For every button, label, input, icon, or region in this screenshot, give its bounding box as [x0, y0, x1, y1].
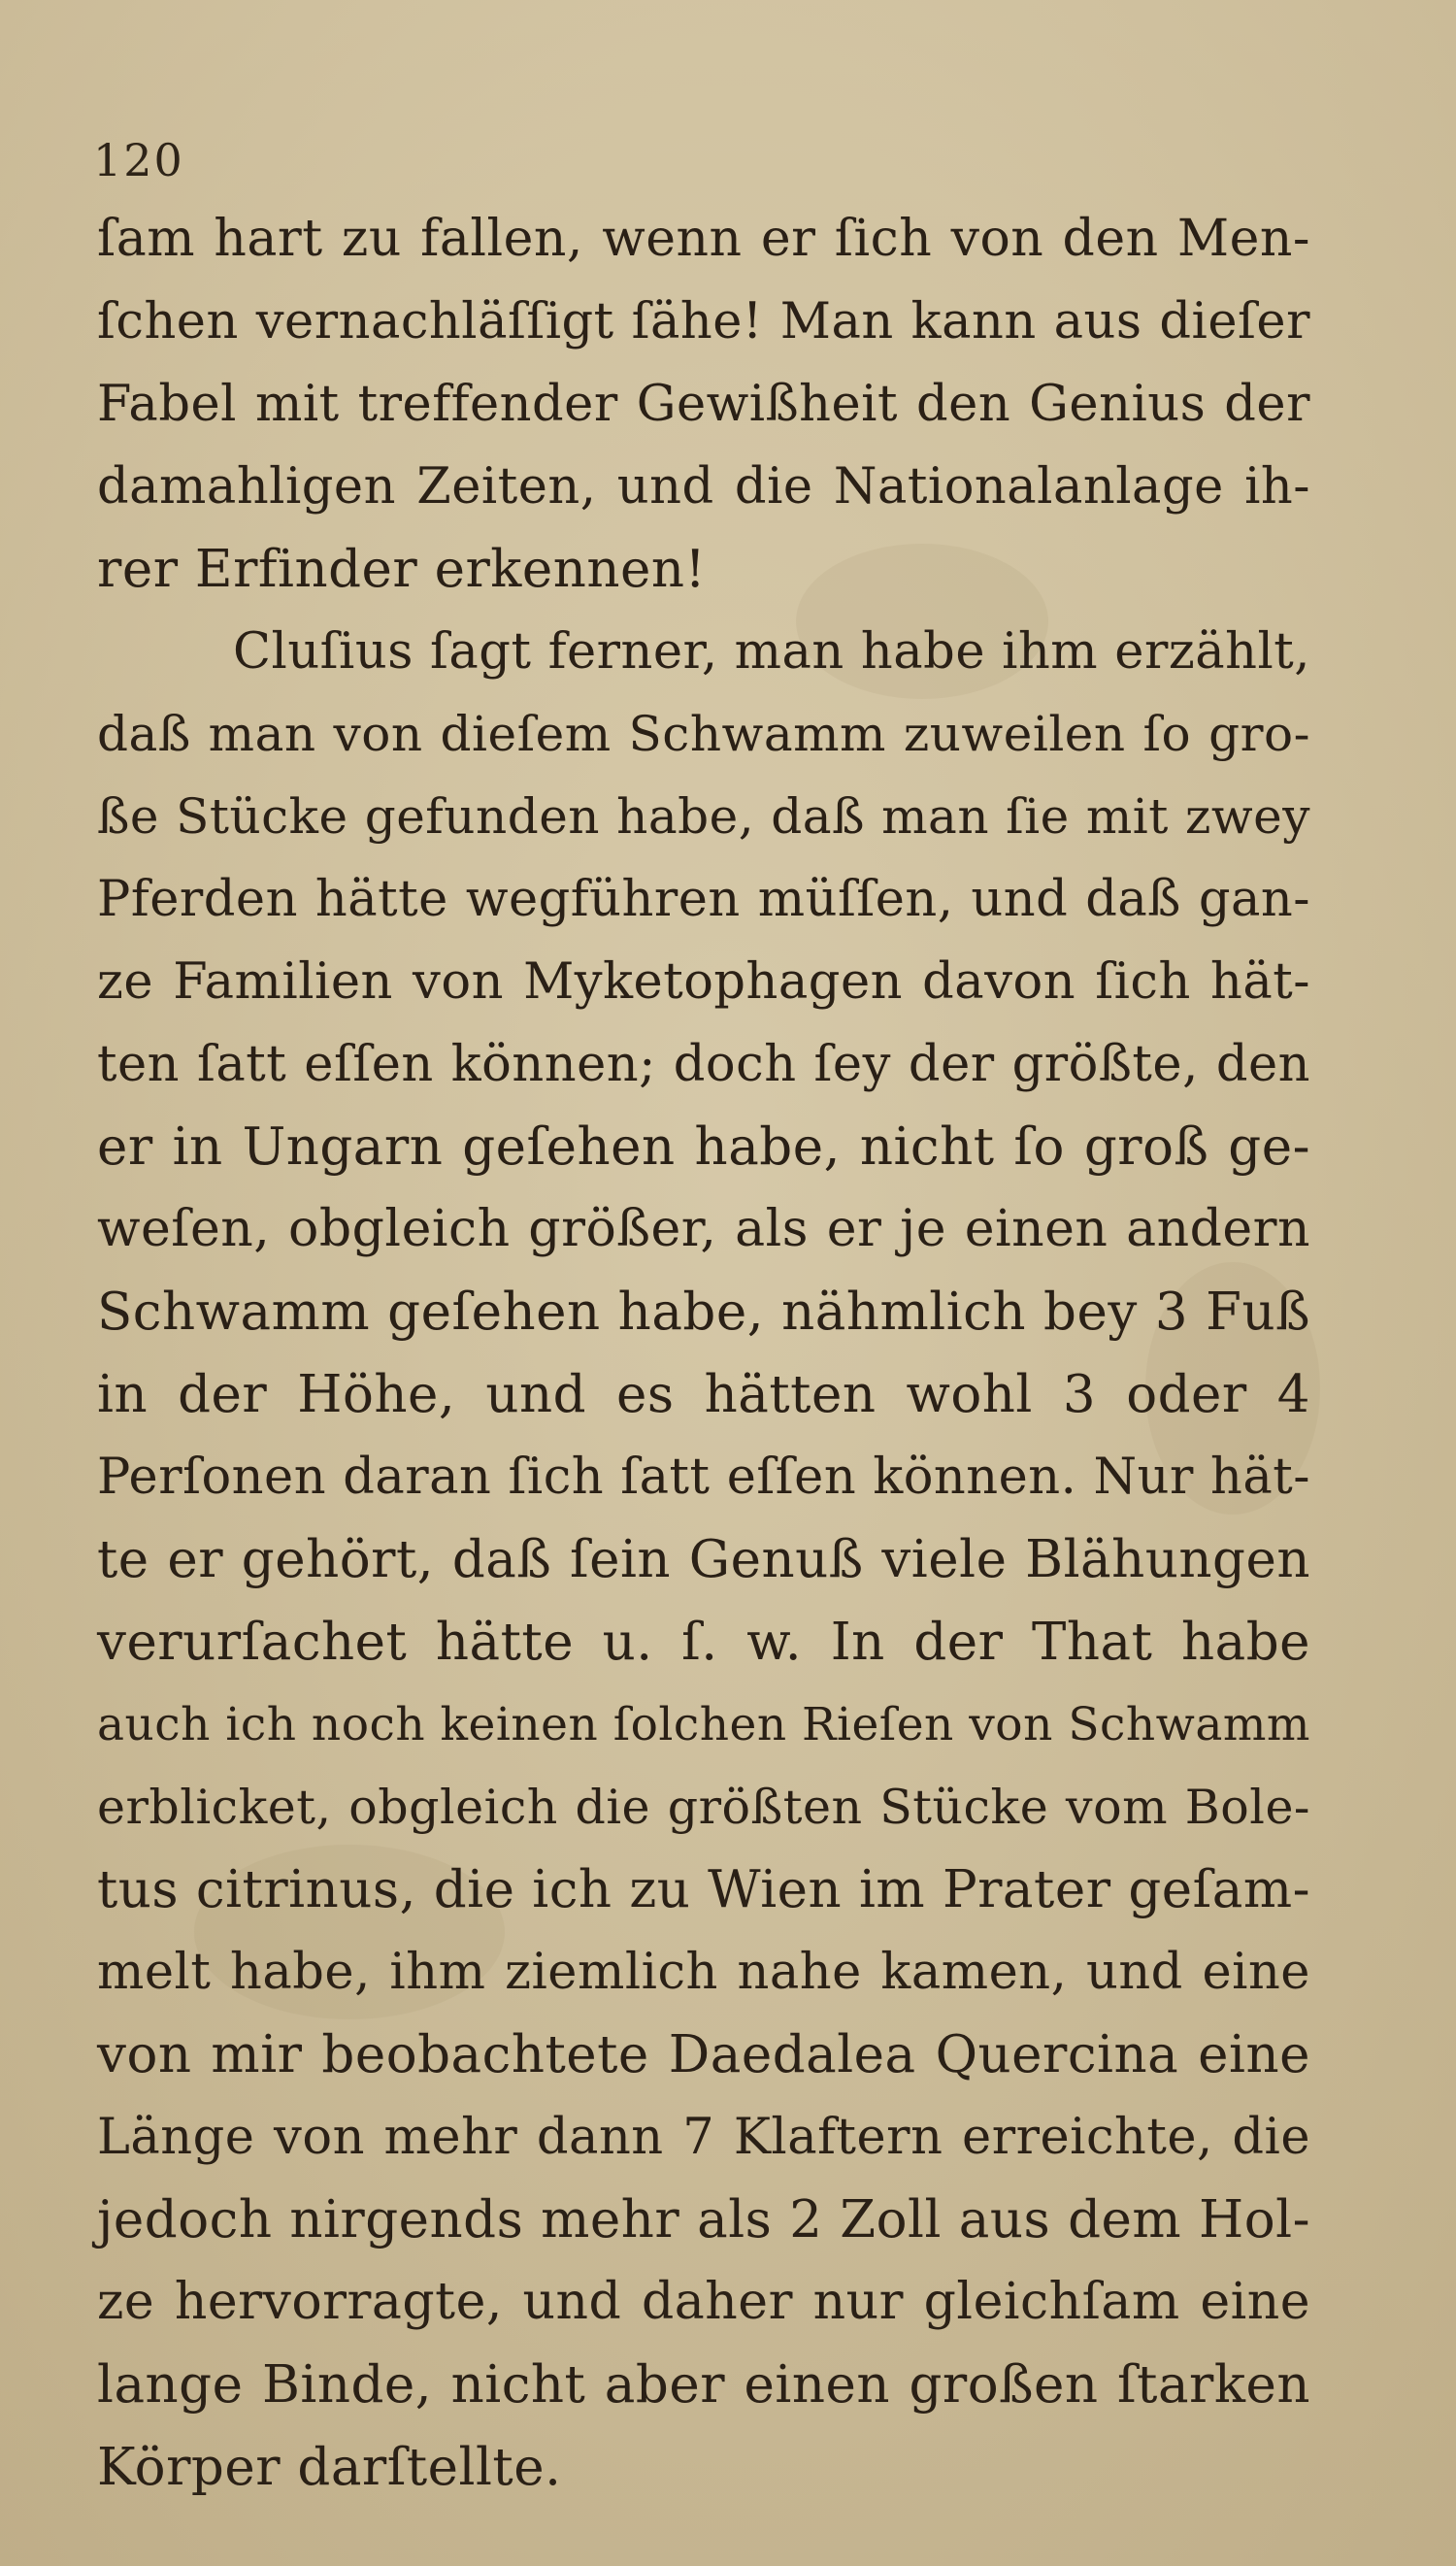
text-line: Länge von mehr dann 7 Klaftern erreichte, die [97, 2109, 1310, 2166]
text-line: er in Ungarn geſehen habe, nicht ſo groß ge- [97, 1117, 1310, 1177]
text-line: weſen, obgleich größer, als er je einen andern [97, 1200, 1310, 1258]
text-line: ſchen vernachläſſigt ſähe! Man kann aus dieſer [97, 293, 1310, 350]
text-line: Perſonen daran ſich ſatt eſſen können. Nur hät- [97, 1449, 1310, 1506]
text-line: von mir beobachtete Daedalea Quercina eine [97, 2025, 1310, 2084]
text-line: jedoch nirgends mehr als 2 Zoll aus dem Hol- [97, 2190, 1310, 2249]
text-line: erblicket, obgleich die größten Stücke vom Bole- [97, 1780, 1310, 1835]
page-number: 120 [93, 134, 184, 186]
text-line: tus citrinus, die ich zu Wien im Prater geſam- [97, 1860, 1310, 1919]
text-line: ze Familien von Myketophagen davon ſich hät- [97, 953, 1310, 1011]
text-line: ze hervorragte, und daher nur gleichſam eine [97, 2273, 1310, 2331]
body-text [97, 198, 1310, 2509]
text-line: ten ſatt eſſen können; doch ſey der größte, den [97, 1036, 1310, 1093]
text-line: auch ich noch keinen ſolchen Rieſen von Schwamm [97, 1698, 1310, 1751]
text-line: damahligen Zeiten, und die Nationalanlage ih- [97, 458, 1310, 516]
text-line: verurſachet hätte u. ſ. w. In der That habe [97, 1613, 1310, 1672]
text-line: Schwamm geſehen habe, nähmlich bey 3 Fuß [97, 1283, 1310, 1342]
text-line: melt habe, ihm ziemlich nahe kamen, und eine [97, 1944, 1310, 2001]
text-line: ſam hart zu fallen, wenn er ſich von den Men- [97, 210, 1310, 268]
text-line: Pferden hätte wegführen müſſen, und daß gan- [97, 871, 1310, 928]
paragraph-1 [97, 198, 1310, 611]
paragraph-2 [97, 611, 1310, 2509]
text-line: rer Erfinder erkennen! [97, 540, 707, 599]
text-line: lange Binde, nicht aber einen großen ſtarken [97, 2355, 1310, 2415]
text-line: ße Stücke gefunden habe, daß man ſie mit zwey [97, 788, 1310, 845]
text-line: daß man von dieſem Schwamm zuweilen ſo gro- [97, 706, 1310, 762]
text-line: Cluſius ſagt ferner, man habe ihm erzählt, [233, 623, 1310, 681]
text-line: Fabel mit treffender Gewißheit den Genius der [97, 376, 1310, 433]
text-line: in der Höhe, und es hätten wohl 3 oder 4 [97, 1365, 1310, 1424]
text-line: te er gehört, daß ſein Genuß viele Blähungen [97, 1530, 1310, 1589]
text-line: Körper darſtellte. [97, 2438, 562, 2497]
